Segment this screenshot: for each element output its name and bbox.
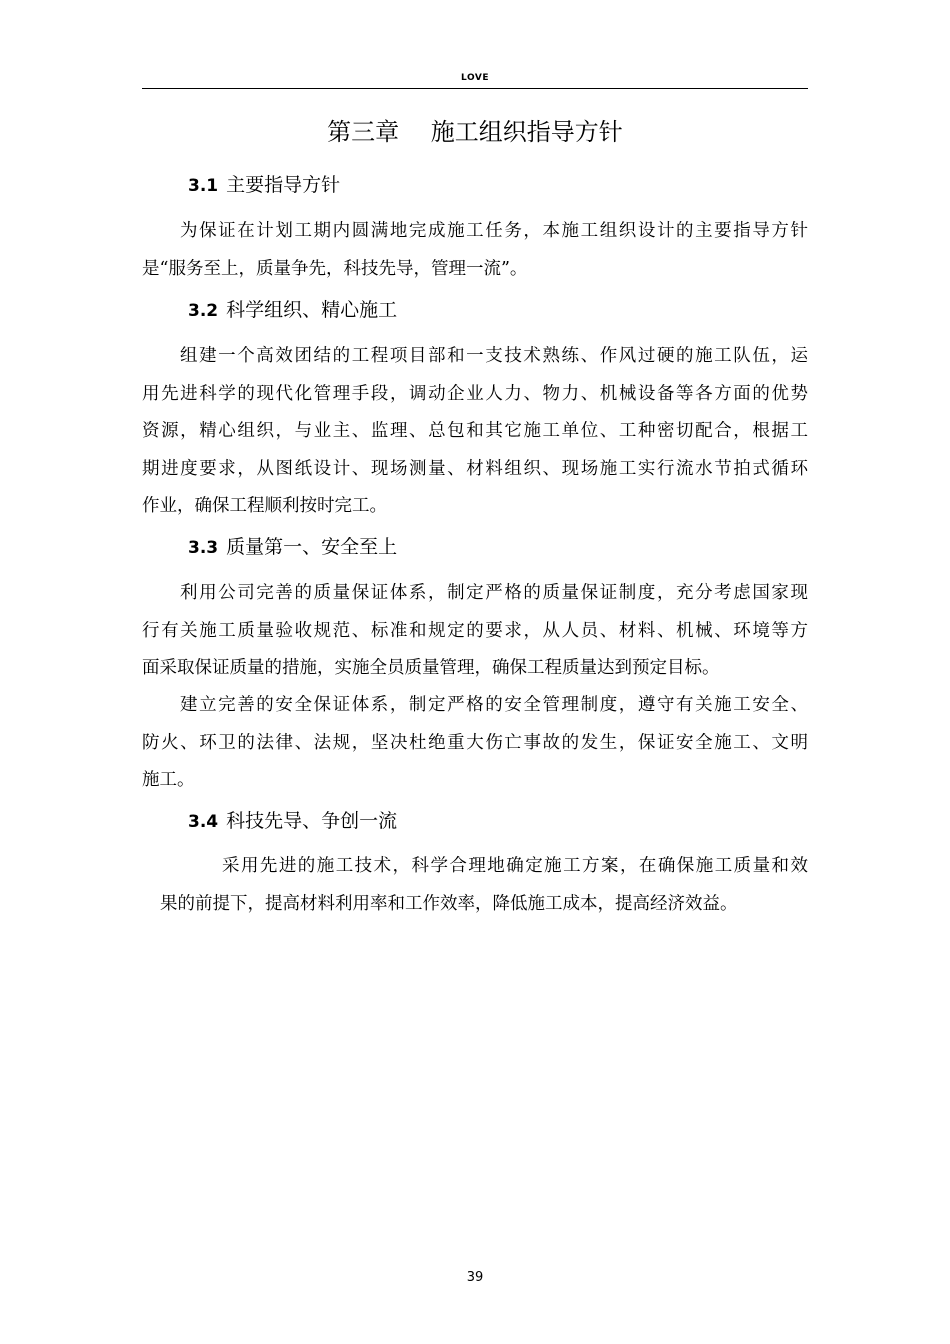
section-heading-3-2 <box>188 297 397 324</box>
paragraph <box>142 687 808 800</box>
section-number: 3.2 <box>188 301 219 321</box>
paragraph <box>142 338 808 526</box>
text-line: 利用公司完善的质量保证体系，制定严格的质量保证制度，充分考虑国家现 <box>180 583 808 603</box>
paragraph <box>142 575 808 688</box>
section-title: 科技先导、争创一流 <box>226 810 398 832</box>
text-line: 组建一个高效团结的工程项目部和一支技术熟练、作风过硬的施工队伍，运 <box>180 346 808 366</box>
section-number: 3.3 <box>188 538 219 558</box>
text-line: 果的前提下，提高材料利用率和工作效率，降低施工成本，提高经济效益。 <box>160 893 738 914</box>
text-line: 防火、环卫的法律、法规，坚决杜绝重大伤亡事故的发生，保证安全施工、文明 <box>142 732 808 753</box>
text-line: 面采取保证质量的措施，实施全员质量管理，确保工程质量达到预定目标。 <box>142 658 720 678</box>
text-line: 采用先进的施工技术，科学合理地确定施工方案，在确保施工质量和效 <box>222 856 808 876</box>
section-heading-3-4 <box>188 808 397 835</box>
paragraph <box>160 848 808 923</box>
text-line: 施工。 <box>142 770 195 790</box>
running-header: LOVE <box>461 73 489 83</box>
section-title: 质量第一、安全至上 <box>226 536 398 558</box>
text-line: 作业，确保工程顺利按时完工。 <box>142 496 387 516</box>
section-heading-3-3 <box>188 534 397 561</box>
text-line: 为保证在计划工期内圆满地完成施工任务，本施工组织设计的主要指导方针 <box>180 221 808 241</box>
text-line: 用先进科学的现代化管理手段，调动企业人力、物力、机械设备等各方面的优势 <box>142 383 808 404</box>
text-line: 期进度要求，从图纸设计、现场测量、材料组织、现场施工实行流水节拍式循环 <box>142 458 808 479</box>
chapter-title: 第三章 施工组织指导方针 <box>327 118 623 146</box>
paragraph <box>142 213 808 288</box>
section-number: 3.1 <box>188 176 219 196</box>
section-number: 3.4 <box>188 812 219 832</box>
section-title: 科学组织、精心施工 <box>226 299 398 321</box>
text-line: 建立完善的安全保证体系，制定严格的安全管理制度，遵守有关施工安全、 <box>180 695 808 715</box>
text-line: 行有关施工质量验收规范、标准和规定的要求，从人员、材料、机械、环境等方 <box>142 620 808 641</box>
text-line: 是“服务至上，质量争先，科技先导，管理一流”。 <box>142 258 528 279</box>
header-rule <box>142 88 808 89</box>
section-heading-3-1 <box>188 172 340 199</box>
page-number: 39 <box>466 1270 484 1285</box>
text-line: 资源，精心组织，与业主、监理、总包和其它施工单位、工种密切配合，根据工 <box>142 421 808 441</box>
section-title: 主要指导方针 <box>226 174 341 196</box>
